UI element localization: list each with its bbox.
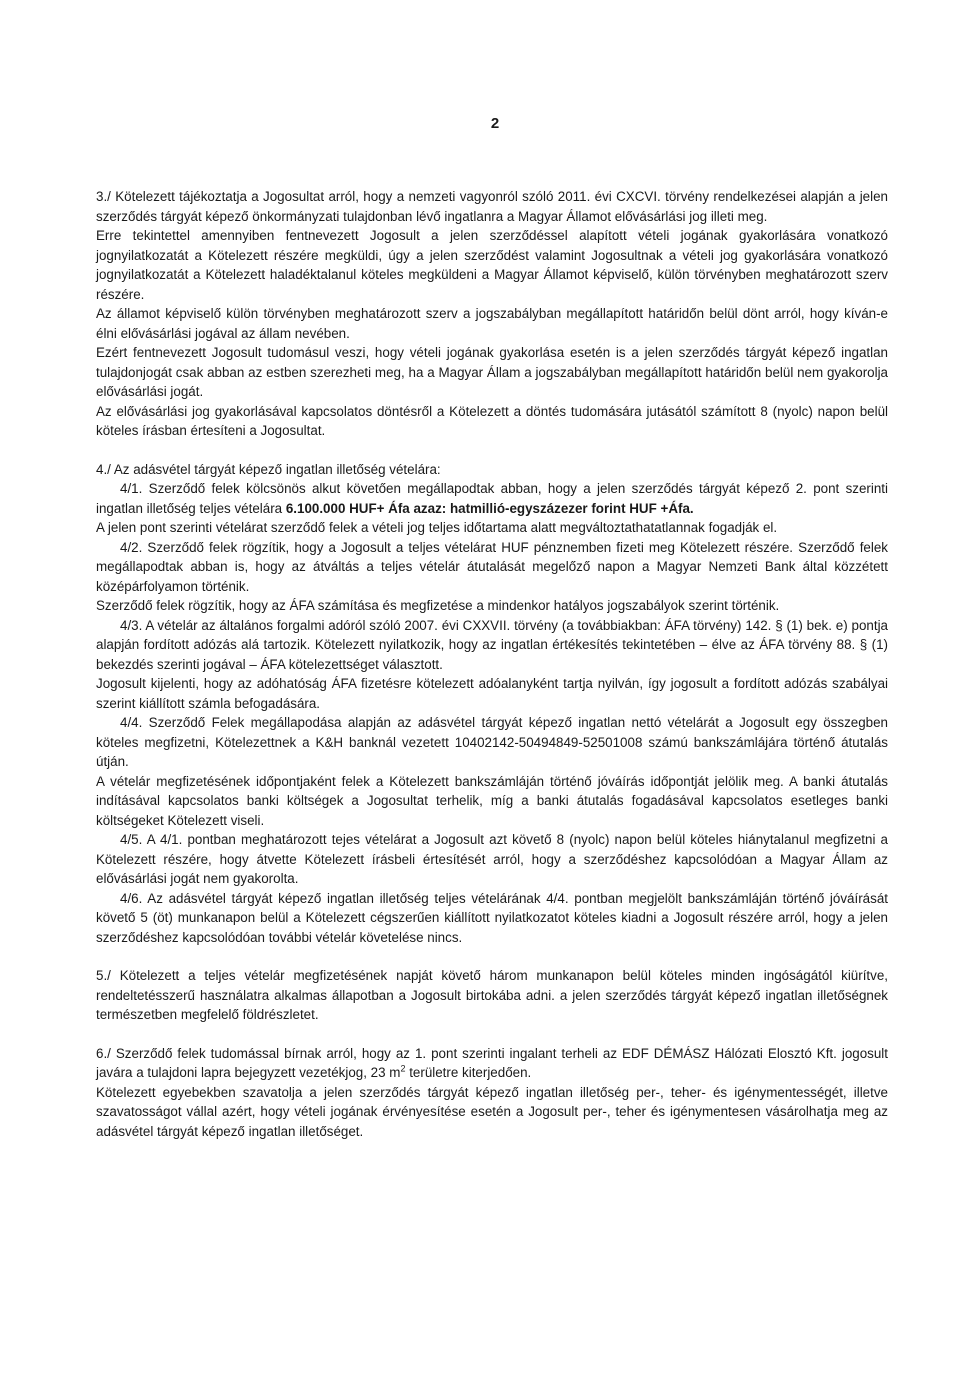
clause-4-2: 4/2. Szerződő felek rögzítik, hogy a Jogosult a teljes vételárat HUF pénznemben fizeti meg Kötelezett részére. Szerződő felek megállapodtak abban is, hogy az átváltás a teljes vételár átutalását megelőző napon a Magyar Nemzeti Bank által közzétett középárfolyamon történik.: [96, 539, 888, 594]
clause-4-3-continuation: Jogosult kijelenti, hogy az adóhatóság ÁFA fizetésre kötelezett adóalanyként tartja nyilván, így jogosult a fordított adózás szabályai szerint kiállított számla befogadására.: [96, 676, 888, 711]
section-6: [96, 1044, 888, 1083]
clause-4-4-continuation: A vételár megfizetésének időpontjaként felek a Kötelezett bankszámláján történő jóváírás időpontját jelölik meg. A banki átutalás indításával kapcsolatos banki költségek a Jogosultat terhelik, míg a banki átutalás fogadásával kapcsolatos esetleges banki költségeket Kötelezett viseli.: [96, 773, 888, 828]
clause-4-5: 4/5. A 4/1. pontban meghatározott tejes vételárat a Jogosult azt követő 8 (nyolc) napon belül köteles hiánytalanul megfizetni a Kötelezett részére, hogy átvette Kötelezett írásbeli értesítését arról, hogy a szerződéshez kapcsolódóan a Magyar Állam az elővásárlási jogát nem gyakorolta.: [96, 832, 888, 886]
section-3-paragraph: Az elővásárlási jog gyakorlásával kapcsolatos döntésről a Kötelezett a döntés tudomására jutásától számított 8 (nyolc) napon belül köteles írásban értesíteni a Jogosultat.: [96, 403, 888, 438]
clause-4-1-continuation: A jelen pont szerinti vételárat szerződő felek a vételi jog teljes időtartama alatt megváltoztathatatlannak fogadják el.: [96, 520, 778, 535]
section-6-text: 6./ Szerződő felek tudomással bírnak arról, hogy az 1. pont szerinti ingalant terheli az EDF DÉMÁSZ Hálózati Elosztó Kft. jogosult javára a tulajdoni lapra bejegyzett vezetékjog, 23 m: [96, 1045, 888, 1080]
clause-4-4: 4/4. Szerződő Felek megállapodása alapján az adásvétel tárgyát képező ingatlan nettó vételárát a Jogosult egy összegben köteles megfizetni, Kötelezettnek a K&H banknál vezetett 10402142-50494849-52501008 számú bankszámlájára történő átutalás útján.: [96, 715, 888, 769]
page-number: 2: [490, 115, 500, 132]
section-5: 5./ Kötelezett a teljes vételár megfizetésének napját követő három munkanapon belül köteles minden ingóságától kiürítve, rendeltetésszerű használatra alkalmas állapotban a Jogosult birtokába adni. a jelen szerződés tárgyát képező ingatlan illetőségnek természetben megfelelő földrészletet.: [96, 968, 888, 1022]
section-6-text-end: területre kiterjedően.: [405, 1065, 532, 1080]
document-body: [96, 187, 888, 1141]
section-4-heading: 4./ Az adásvétel tárgyát képező ingatlan illetőség vételára:: [96, 461, 441, 477]
clause-4-3: 4/3. A vételár az általános forgalmi adóról szóló 2007. évi CXXVII. törvény (a továbbiakban: ÁFA törvény) 142. § (1) bek. e) pontja alapján fordított adózás alá tartozik. Kötelezett nyilatkozik, hogy az ingatlan értékesítés tekintetében – élve az ÁFA törvény 88. § (1) bekezdés szerinti jogával – ÁFA kötelezettséget választott.: [96, 617, 888, 672]
clause-4-6: 4/6. Az adásvétel tárgyát képező ingatlan illetőség teljes vételárának 4/4. pontban megjelölt bankszámláján történő jóváírását követő 5 (öt) munkanapon belül a Kötelezett cégszerűen kiállított nyilatkozatot köteles kiadni a Jogosult részére arról, hogy a jelen szerződéshez kapcsolódóan további vételár követelése nincs.: [96, 890, 888, 945]
section-6-paragraph: Kötelezett egyebekben szavatolja a jelen szerződés tárgyát képező ingatlan illetőség per-, teher- és igénymentességét, illetve szavatosságot vállal azért, hogy vételi jogának érvényesítése esetén a Jogosult per-, teher és igénymentesen vásárolhatja meg az adásvétel tárgyát képező ingatlan illetőséget.: [96, 1084, 888, 1139]
clause-4-2-continuation: Szerződő felek rögzítik, hogy az ÁFA számítása és megfizetése a mindenkor hatályos jogszabályok szerint történik.: [96, 598, 780, 613]
clause-4-1: [96, 479, 888, 518]
superscript-2: 2: [400, 1063, 406, 1074]
section-3-paragraph: Erre tekintettel amennyiben fentnevezett Jogosult a jelen szerződéssel alapított vételi jogának gyakorlására vonatkozó jognyilatkozatát a Kötelezett részére megküldi, úgy a jelen szerződést valamint Jogosultnak a vételi jog gyakorlására vonatkozó jognyilatkozatát a Kötelezett haladéktalanul köteles megküldeni a Magyar Államot képviselő, külön törvényben meghatározott szerv részére.: [96, 228, 888, 302]
price-statement: 6.100.000 HUF+ Áfa azaz: hatmillió-egyszázezer forint HUF +Áfa.: [285, 500, 694, 516]
clause-4-1-text: 4/1. Szerződő felek kölcsönös alkut követően megállapodtak abban, hogy a jelen szerződés tárgyát képező 2. pont szerinti ingatlan illetőség teljes vételára: [96, 481, 888, 516]
section-3-paragraph: Az államot képviselő külön törvényben meghatározott szerv a jogszabályban megállapított határidőn belül dönt arról, hogy kíván-e élni elővásárlási jogával az állam nevében.: [96, 306, 888, 341]
section-3-paragraph: Ezért fentnevezett Jogosult tudomásul veszi, hogy vételi jogának gyakorlása esetén is a jelen szerződés tárgyát képező ingatlan tulajdonjogát csak abban az estben szerezheti meg, ha a Magyar Állam a jogszabályban megállapított határidőn belül nem gyakorolja elővásárlási jogát.: [96, 345, 888, 399]
section-3-intro: 3./ Kötelezett tájékoztatja a Jogosultat arról, hogy a nemzeti vagyonról szóló 2011. évi CXCVI. törvény rendelkezései alapján a jelen szerződés tárgyát képező önkormányzati tulajdonban lévő ingatlanra a Magyar Államot elővásárlási jog illeti meg.: [96, 189, 888, 224]
